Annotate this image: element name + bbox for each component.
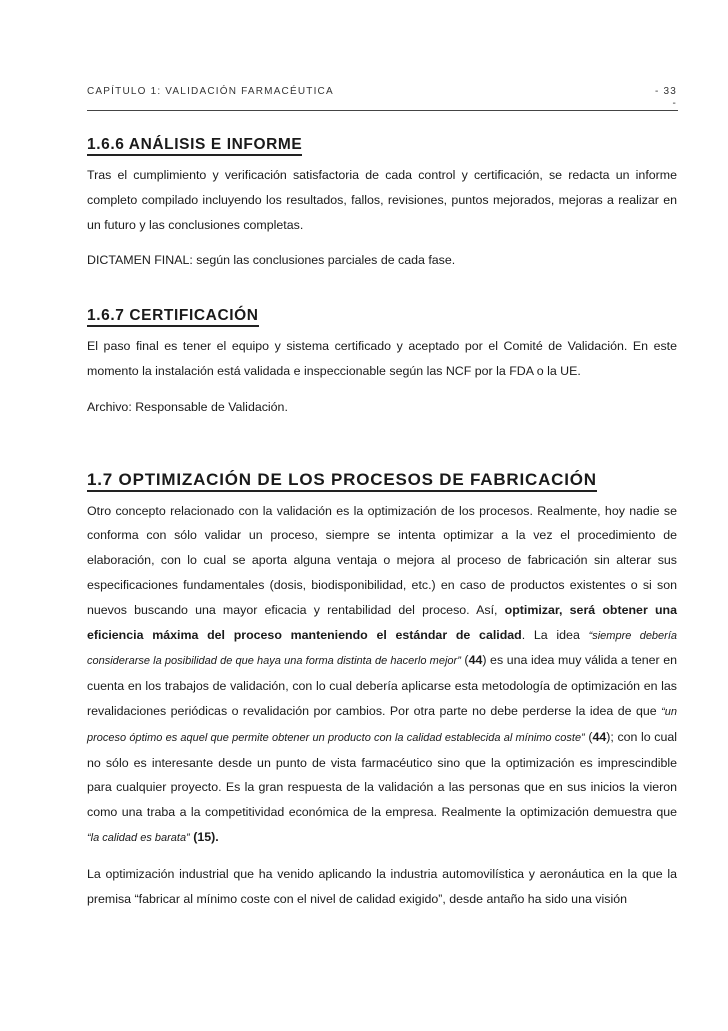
p1-text-e: ( [584, 729, 593, 744]
header-rule [87, 110, 678, 111]
section-17-paragraph-2: La optimización industrial que ha venido aplicando la industria automovilística y aeronáutica en la que la premisa “fabricar al mínimo coste con el nivel de calidad exigido”, desde antaño ha sido una visión [87, 866, 677, 906]
chapter-title: CAPÍTULO 1: VALIDACIÓN FARMACÉUTICA [87, 86, 334, 97]
running-header [87, 86, 677, 109]
page-number-value: - 33 [654, 86, 677, 97]
p1-reference-3: (15). [193, 829, 219, 844]
p1-quote-3: “la calidad es barata” [87, 831, 190, 844]
section-166-heading: 1.6.6 ANÁLISIS E INFORME [87, 136, 302, 156]
p1-reference-1: 44 [468, 653, 483, 668]
p1-text-f: ); con lo cual no sólo es interesante desde un punto de vista farmacéutico sino que la optimización es imprescindible para cualquier proyecto. Es la gran respuesta de la validación a las personas que en sus inicios la vieron como una traba a la competitividad económica de la empresa. Realmente la optimización demuestra que [87, 729, 677, 820]
p1-bold-definition: optimizar, será obtener una eficiencia máxima del proceso manteniendo el estándar de calidad [87, 602, 677, 642]
p1-quote-2: “un proceso óptimo es aquel que permite obtener un producto con la calidad establecida al mínimo coste” [87, 705, 677, 744]
section-167-paragraph-2: Archivo: Responsable de Validación. [87, 399, 288, 414]
p1-quote-1: “siempre debería considerarse la posibilidad de que haya una forma distinta de hacerlo mejor” [87, 629, 678, 668]
p1-text-a: Otro concepto relacionado con la validación es la optimización de los procesos. Realmente, hoy nadie se conforma con sólo validar un proceso, siempre se intenta optimizar a la vez el procedimiento de elaboración, con lo cual se aporta alguna ventaja o mejora al proceso de fabricación sin alterar sus especificaciones fundamentales (dosis, biodisponibilidad, etc.) en caso de productos existentes o si son nuevos buscando una mayor eficacia y rentabilidad del proceso. Así, [87, 503, 677, 617]
p1-text-b: . La idea [521, 627, 589, 642]
section-167-paragraph-1: El paso final es tener el equipo y sistema certificado y aceptado por el Comité de Validación. En este momento la instalación está validada e inspeccionable según las NCF por la FDA o la UE. [87, 339, 677, 378]
section-167-heading: 1.6.7 CERTIFICACIÓN [87, 307, 259, 327]
p1-text-d: ) es una idea muy válida a tener en cuenta en los trabajos de validación, con lo cual debería aplicarse esta metodología de optimización en las revalidaciones periódicas o revalidación por cambios. Por otra parte no debe perderse la idea de que [87, 653, 677, 718]
p1-text-c: ( [460, 653, 469, 668]
section-166-paragraph-2: DICTAMEN FINAL: según las conclusiones parciales de cada fase. [87, 253, 456, 268]
page-content [87, 136, 677, 911]
p1-reference-2: 44 [592, 729, 607, 744]
section-17-heading: 1.7 OPTIMIZACIÓN DE LOS PROCESOS DE FABRICACIÓN [87, 470, 597, 492]
section-17-paragraph-1 [87, 499, 677, 851]
section-166-paragraph-1: Tras el cumplimiento y verificación satisfactoria de cada control y certificación, se redacta un informe completo compilado incluyendo los resultados, fallos, revisiones, puntos mejorados, mejoras a realizar en un futuro y las conclusiones completas. [87, 168, 677, 232]
page-number [655, 86, 677, 110]
page-number-suffix: - [672, 98, 677, 109]
